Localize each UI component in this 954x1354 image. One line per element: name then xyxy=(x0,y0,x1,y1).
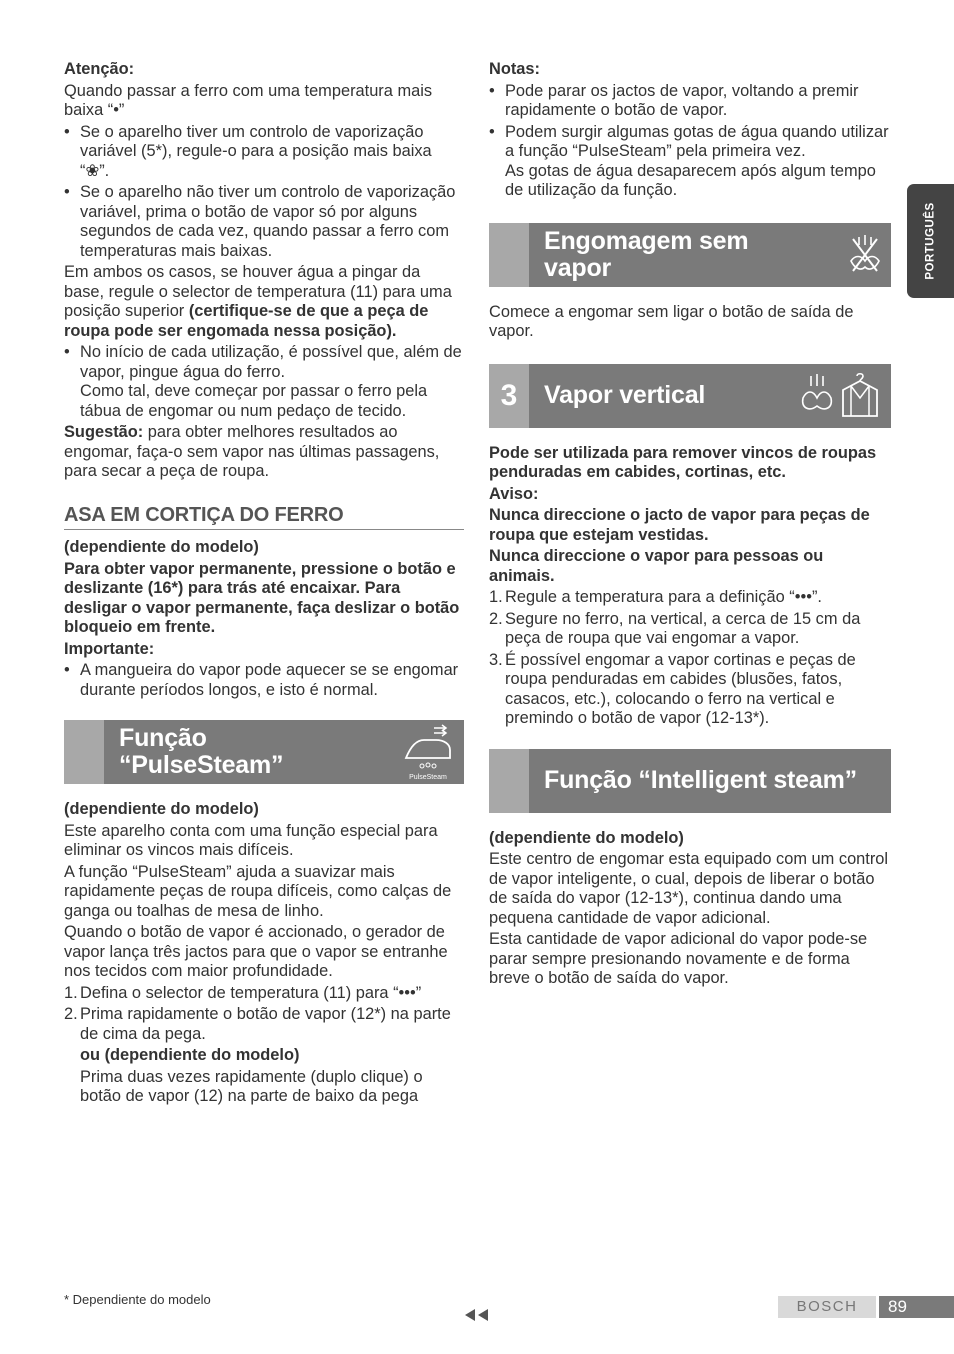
pulsesteam-icon xyxy=(400,722,460,788)
warning-text-1: Nunca direccione o jacto de vapor para peças de roupa que estejam vestidas. xyxy=(489,506,870,544)
warning-label: Aviso: xyxy=(489,484,539,503)
heading-tab xyxy=(489,223,529,287)
no-steam-icon xyxy=(845,233,885,283)
heading-tab xyxy=(489,749,529,813)
step-item: 1. Defina o selector de temperatura (11) para “•••” xyxy=(64,983,422,1002)
vertical-steam-heading-bar xyxy=(489,364,891,428)
pulse-or-label: ou (dependiente do modelo) xyxy=(80,1046,300,1064)
list-item: • Se o aparelho não tiver um controlo de vaporização variável, prima o botão de vapor só por alguns segundos de cada vez, quando passar a ferro com temperaturas mais baixas. xyxy=(64,183,464,261)
cork-handle-heading: ASA EM CORTIÇA DO FERRO xyxy=(64,506,464,531)
intelligent-steam-title: Função “Intelligent steam” xyxy=(544,766,857,794)
heading-tab xyxy=(64,720,104,784)
right-column xyxy=(489,60,891,991)
cork-model-note: (dependiente do modelo) xyxy=(64,538,259,556)
vertical-steam-title: Vapor vertical xyxy=(544,381,706,409)
notes-list xyxy=(489,82,891,201)
list-item: • A mangueira do vapor pode aquecer se se engomar durante períodos longos, e isto é normal. xyxy=(64,661,464,700)
attention-text: Quando passar a ferro com uma temperatura mais baixa “•” xyxy=(64,81,433,119)
important-list xyxy=(64,661,464,700)
warning-text-2: Nunca direccione o vapor para pessoas ou animais. xyxy=(489,547,824,585)
pulsesteam-title: Função “PulseSteam” xyxy=(119,724,284,779)
list-item: • Pode parar os jactos de vapor, voltando a premir rapidamente o botão de vapor. xyxy=(489,82,891,121)
start-list xyxy=(64,343,464,421)
dry-ironing-heading-bar xyxy=(489,223,891,287)
attention-label: Atenção: xyxy=(64,60,135,78)
both-cases-paragraph: Em ambos os casos, se houver água a pingar da base, regule o selector de temperatura (11) para uma posição superior (certifique-se de que a peça de roupa pode ser engomada nessa posição). xyxy=(64,263,452,340)
list-item: • Podem surgir algumas gotas de água quando utilizar a função “PulseSteam” pela primeira vez. As gotas de água desaparecem após algum tempo de utilização da função. xyxy=(489,123,891,201)
dry-ironing-text: Comece a engomar sem ligar o botão de saída de vapor. xyxy=(489,302,854,340)
vertical-use-note: Pode ser utilizada para remover vincos de roupas penduradas em cabides, cortinas, etc. xyxy=(489,443,877,481)
step-item: 2. Prima rapidamente o botão de vapor (12*) na parte de cima da pega. xyxy=(64,1005,451,1043)
list-item: • No início de cada utilização, é possível que, além de vapor, pingue água do ferro. Como tal, deve começar por passar o ferro pela tábua de engomar ou num pedaço de tecido. xyxy=(64,343,464,421)
footnote: * Dependiente do modelo xyxy=(64,1292,211,1307)
important-label: Importante: xyxy=(64,639,155,658)
smart-model-note: (dependiente do modelo) xyxy=(489,828,684,847)
pulse-paragraph-3: Quando o botão de vapor é accionado, o gerador de vapor lança três jactos para que o vapor se entranhe nos tecidos com maior profundidade. xyxy=(64,923,448,980)
pulse-model-note: (dependiente do modelo) xyxy=(64,800,259,818)
vertical-steam-icon xyxy=(799,372,885,426)
cork-instructions: Para obter vapor permanente, pressione o botão e deslizante (16*) para trás até encaixar. Para desligar o vapor permanente, faça deslizar o botão bloqueio em frente. xyxy=(64,559,460,636)
dry-ironing-title: Engomagem sem vapor xyxy=(544,226,749,282)
back-arrows-icon[interactable] xyxy=(463,1307,491,1329)
attention-list xyxy=(64,123,464,262)
pulsesteam-heading-bar xyxy=(64,720,464,784)
pulse-paragraph-2: A função “PulseSteam” ajuda a suavizar mais rapidamente peças de roupa difíceis, como calças de ganga ou toalhas de mesa de linho. xyxy=(64,862,452,920)
smart-paragraph-1: Este centro de engomar esta equipado com um control de vapor inteligente, o cual, depois de liberar o botão de saída do vapor (12-13*), continua dando uma pequena cantidade de vapor adicional. xyxy=(489,850,889,927)
pulsesteam-icon-label: PulseSteam xyxy=(409,774,447,781)
smart-paragraph-2: Esta cantidade de vapor adicional do vapor pode-se parar sempre presionando novamente e de forma breve o botão de saída do vapor. xyxy=(489,930,868,987)
page-number: 89 xyxy=(879,1296,954,1318)
language-tab-label: PORTUGUÊS xyxy=(923,202,936,280)
step-item: 2. Segure no ferro, na vertical, a cerca de 15 cm da peça de roupa que vai engomar a vapor. xyxy=(489,609,861,647)
left-column xyxy=(64,60,464,1109)
pulse-paragraph-1: Este aparelho conta com uma função especial para eliminar os vincos mais difíceis. xyxy=(64,821,438,859)
list-item: • Se o aparelho tiver um controlo de vaporização variável (5*), regule-o para a posição mais baixa “❀”. xyxy=(64,123,464,182)
intelligent-steam-heading-bar xyxy=(489,749,891,813)
step-item: 3. É possível engomar a vapor cortinas e peças de roupa penduradas em cabides (blusões, fatos, casacos, etc.), colocando o ferro na vertical e premindo o botão de vapor (12-13*). xyxy=(489,650,856,727)
notes-label: Notas: xyxy=(489,60,540,78)
step-item: 1. Regule a temperatura para a definição “•••”. xyxy=(489,588,822,606)
heading-tab-number: 3 xyxy=(489,364,529,428)
suggestion-paragraph: Sugestão: para obter melhores resultados ao engomar, faça-o sem vapor nas últimas passagens, para secar a peça de roupa. xyxy=(64,423,440,480)
pulse-steps xyxy=(64,984,464,1045)
pulse-or-text: Prima duas vezes rapidamente (duplo clique) o botão de vapor (12) na parte de baixo da pega xyxy=(80,1067,423,1105)
vertical-steps xyxy=(489,588,891,729)
brand-label: BOSCH xyxy=(778,1296,876,1318)
language-tab xyxy=(907,184,954,298)
